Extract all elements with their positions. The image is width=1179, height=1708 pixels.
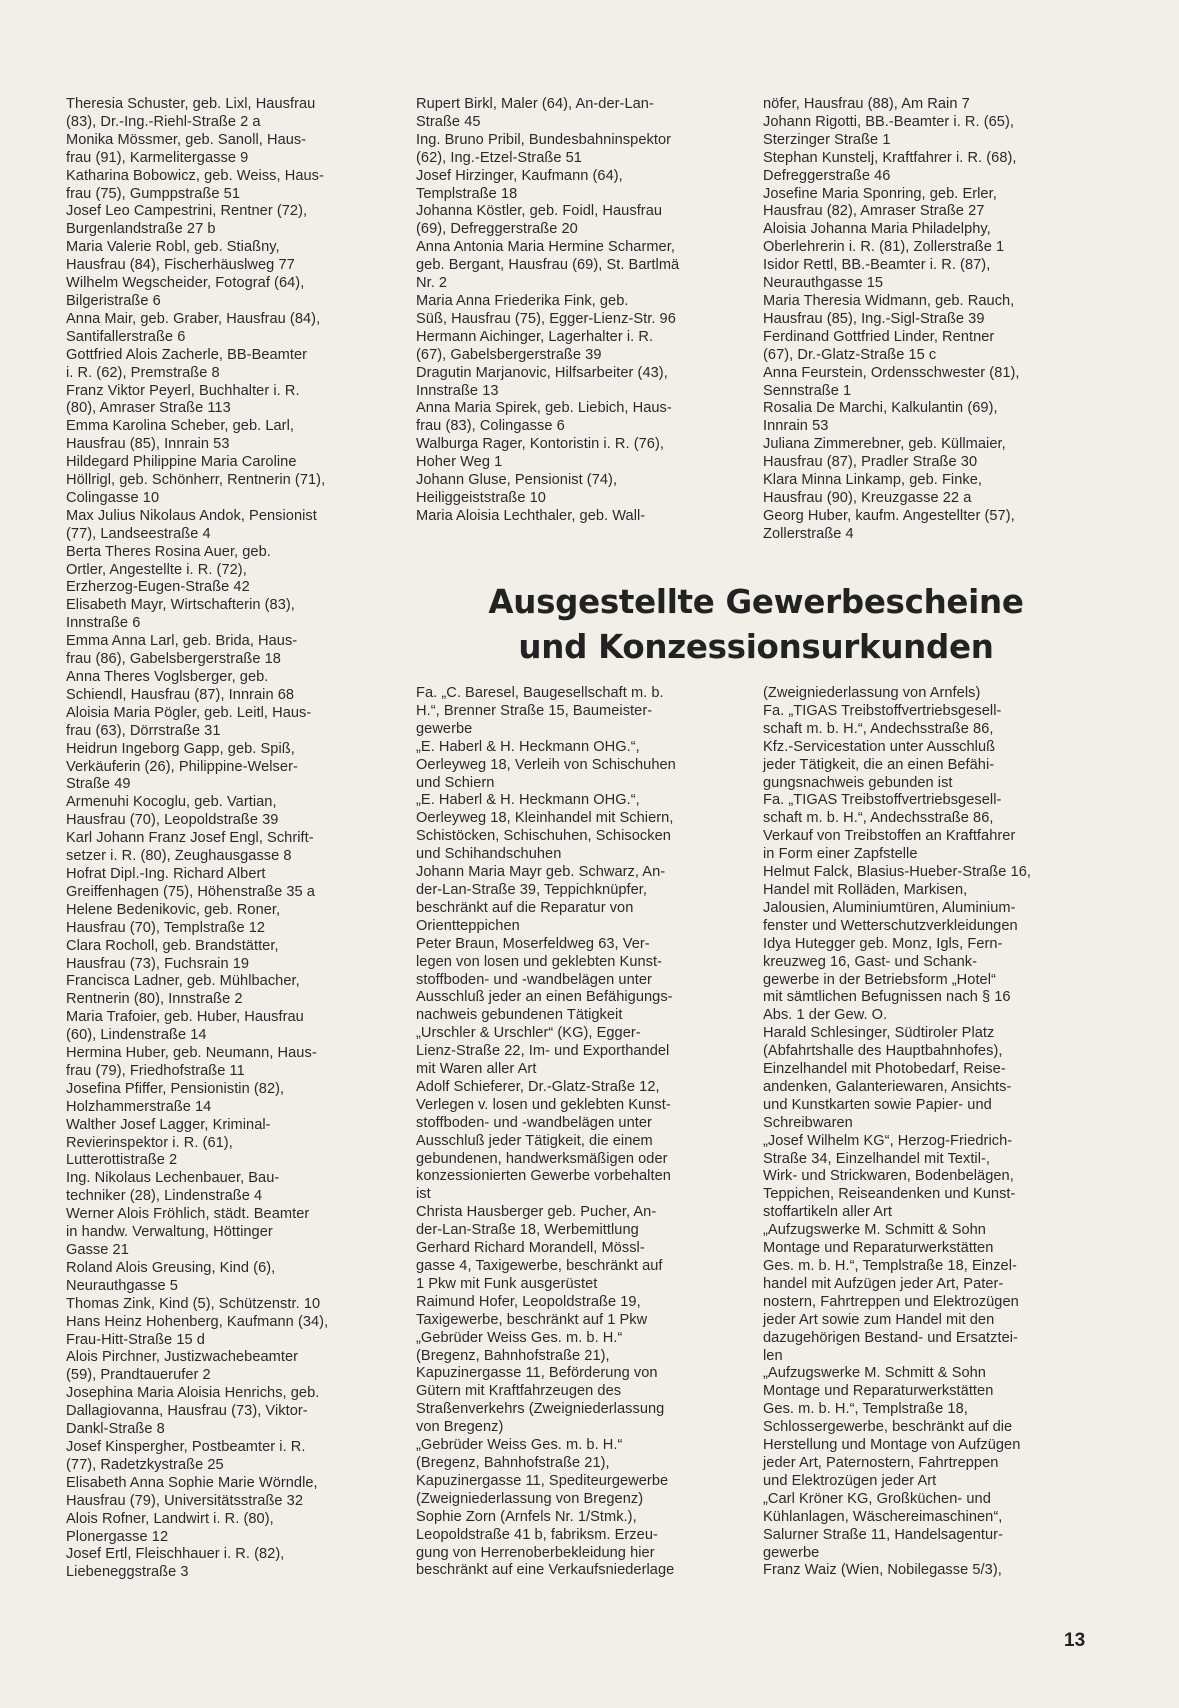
text-line: Liebeneggstraße 3 [66, 1564, 189, 1581]
text-line: Hausfrau (85), Ing.-Sigl-Straße 39 [763, 310, 985, 327]
page-number: 13 [1064, 1630, 1086, 1651]
text-line: Ing. Bruno Pribil, Bundesbahninspektor [416, 131, 672, 148]
text-line: Thomas Zink, Kind (5), Schützenstr. 10 [66, 1295, 321, 1312]
column-obituaries-1 [66, 96, 384, 1582]
text-line: der-Lan-Straße 18, Werbemittlung [416, 1222, 639, 1239]
text-line: Leopoldstraße 41 b, fabriksm. Erzeu- [416, 1526, 658, 1543]
text-line: handel mit Aufzügen jeder Art, Pater- [763, 1275, 1004, 1292]
text-line: stoffboden- und -wandbelägen unter [416, 1114, 652, 1131]
text-line: Neurauthgasse 15 [763, 275, 884, 292]
text-line: Lienz-Straße 22, Im- und Exporthandel [416, 1043, 670, 1060]
text-line: Plonergasse 12 [66, 1528, 169, 1545]
text-line: Einzelhandel mit Photobedarf, Reise- [763, 1061, 1006, 1078]
text-line: stoffboden- und -wandbelägen unter [416, 971, 652, 988]
text-line: Rosalia De Marchi, Kalkulantin (69), [763, 400, 998, 417]
text-line: Peter Braun, Moserfeldweg 63, Ver- [416, 935, 650, 952]
text-line: „Aufzugswerke M. Schmitt & Sohn [763, 1222, 986, 1239]
text-line: ist [416, 1186, 431, 1203]
text-line: Johanna Köstler, geb. Foidl, Hausfrau [416, 203, 663, 220]
text-line: Sophie Zorn (Arnfels Nr. 1/Stmk.), [416, 1508, 637, 1525]
text-line: (67), Gabelsbergerstraße 39 [416, 346, 602, 363]
text-line: (Bregenz, Bahnhofstraße 21), [416, 1347, 610, 1364]
text-line: beschränkt auf eine Verkaufsniederlage [416, 1562, 675, 1579]
text-line: Fa. „TIGAS Treibstoffvertriebsgesell- [763, 702, 1002, 719]
text-line: Ferdinand Gottfried Linder, Rentner [763, 328, 995, 345]
text-line: Wirk- und Strickwaren, Bodenbelägen, [763, 1168, 1014, 1185]
text-line: 1 Pkw mit Funk ausgerüstet [416, 1275, 598, 1292]
text-line: Hausfrau (85), Innrain 53 [66, 436, 230, 453]
text-line: Josef Leo Campestrini, Rentner (72), [66, 203, 308, 220]
text-line: setzer i. R. (80), Zeughausgasse 8 [66, 848, 292, 865]
text-line: Innrain 53 [763, 418, 829, 435]
text-line: frau (79), Friedhofstraße 11 [66, 1062, 245, 1079]
text-line: Hausfrau (70), Templstraße 12 [66, 919, 266, 936]
text-line: Hausfrau (70), Leopoldstraße 39 [66, 812, 279, 829]
text-line: Juliana Zimmerebner, geb. Küllmaier, [763, 436, 1006, 453]
text-line: in Form einer Zapfstelle [763, 846, 918, 863]
section-heading-line-1: Ausgestellte Gewerbescheine [488, 583, 1024, 621]
text-line: frau (91), Karmelitergasse 9 [66, 149, 249, 166]
text-line: Gottfried Alois Zacherle, BB-Beamter [66, 346, 308, 363]
text-line: und Elektrozügen jeder Art [763, 1472, 937, 1489]
text-line: Josefina Pfiffer, Pensionistin (82), [66, 1080, 285, 1097]
column-licenses-1 [416, 685, 736, 1580]
text-line: Sennstraße 1 [763, 382, 852, 399]
text-line: Verkauf von Treibstoffen an Kraftfahrer [763, 828, 1016, 845]
text-line: Rupert Birkl, Maler (64), An-der-Lan- [416, 96, 654, 112]
text-line: „Josef Wilhelm KG“, Herzog-Friedrich- [763, 1132, 1013, 1149]
text-line: Aloisia Johanna Maria Philadelphy, [763, 221, 991, 238]
text-line: Aloisia Maria Pögler, geb. Leitl, Haus- [66, 704, 312, 721]
text-line: Gerhard Richard Morandell, Mössl- [416, 1240, 645, 1257]
text-line: Nr. 2 [416, 275, 448, 292]
text-line: Sterzinger Straße 1 [763, 131, 891, 148]
text-line: Adolf Schieferer, Dr.-Glatz-Straße 12, [416, 1078, 660, 1095]
text-line: (Bregenz, Bahnhofstraße 21), [416, 1454, 610, 1471]
text-line: gewerbe [416, 720, 473, 737]
text-line: Karl Johann Franz Josef Engl, Schrift- [66, 830, 314, 847]
text-line: nostern, Fahrtreppen und Elektrozügen [763, 1293, 1019, 1310]
text-line: Revierinspektor i. R. (61), [66, 1134, 233, 1151]
text-line: Stephan Kunstelj, Kraftfahrer i. R. (68), [763, 149, 1017, 166]
text-line: beschränkt auf die Reparatur von [416, 899, 634, 916]
text-line: frau (86), Gabelsbergerstraße 18 [66, 651, 281, 668]
text-line: Holzhammerstraße 14 [66, 1098, 212, 1115]
text-line: Anna Feurstein, Ordensschwester (81), [763, 364, 1020, 381]
text-line: Johann Gluse, Pensionist (74), [416, 472, 618, 489]
text-line: Handel mit Rolläden, Markisen, [763, 881, 968, 898]
text-line: (67), Dr.-Glatz-Straße 15 c [763, 346, 937, 363]
text-line: Frau-Hitt-Straße 15 d [66, 1331, 205, 1348]
text-line: Alois Rofner, Landwirt i. R. (80), [66, 1510, 274, 1527]
text-line: Josef Kinspergher, Postbeamter i. R. [66, 1438, 306, 1455]
text-line: Schistöcken, Schischuhen, Schisocken [416, 828, 671, 845]
text-line: Hausfrau (73), Fuchsrain 19 [66, 955, 250, 972]
text-line: Walburga Rager, Kontoristin i. R. (76), [416, 436, 664, 453]
text-line: gebundenen, handwerksmäßigen oder [416, 1150, 668, 1167]
text-line: Roland Alois Greusing, Kind (6), [66, 1259, 276, 1276]
text-line: Colingasse 10 [66, 489, 160, 506]
text-line: Oberlehrerin i. R. (81), Zollerstraße 1 [763, 239, 1005, 256]
text-line: der-Lan-Straße 39, Teppichknüpfer, [416, 881, 648, 898]
text-line: kreuzweg 16, Gast- und Schank- [763, 953, 978, 970]
text-line: Franz Waiz (Wien, Nobilegasse 5/3), [763, 1562, 1002, 1579]
text-line: Raimund Hofer, Leopoldstraße 19, [416, 1293, 641, 1310]
text-line: Anna Mair, geb. Graber, Hausfrau (84), [66, 310, 321, 327]
text-line: „Gebrüder Weiss Ges. m. b. H.“ [416, 1329, 623, 1346]
text-line: mit Waren aller Art [416, 1061, 537, 1078]
text-line: Abs. 1 der Gew. O. [763, 1007, 888, 1024]
text-line: Maria Valerie Robl, geb. Stiaßny, [66, 239, 280, 256]
text-line: Greiffenhagen (75), Höhenstraße 35 a [66, 883, 315, 900]
text-line: Elisabeth Mayr, Wirtschafterin (83), [66, 597, 295, 614]
text-line: (80), Amraser Straße 113 [66, 400, 231, 417]
text-line: gasse 4, Taxigewerbe, beschränkt auf [416, 1258, 663, 1274]
text-line: jeder Art, Paternostern, Fahrtreppen [763, 1454, 999, 1471]
text-line: und Schiern [416, 774, 495, 791]
column-obituaries-3 [763, 96, 1093, 544]
text-line: Maria Trafoier, geb. Huber, Hausfrau [66, 1009, 304, 1026]
text-line: Ausschluß jeder an einen Befähigungs- [416, 989, 673, 1006]
text-line: Alois Pirchner, Justizwachebeamter [66, 1349, 299, 1366]
text-line: Josefine Maria Sponring, geb. Erler, [763, 185, 997, 202]
text-line: Isidor Rettl, BB.-Beamter i. R. (87), [763, 257, 991, 274]
text-line: Hans Heinz Hohenberg, Kaufmann (34), [66, 1313, 329, 1330]
text-line: jeder Art sowie zum Handel mit den [763, 1311, 995, 1328]
text-line: schaft m. b. H.“, Andechsstraße 86, [763, 720, 994, 737]
text-line: Straße 34, Einzelhandel mit Textil-, [763, 1150, 991, 1167]
text-line: frau (63), Dörrstraße 31 [66, 722, 221, 739]
text-line: Bilgeristraße 6 [66, 292, 161, 309]
text-line: Kfz.-Servicestation unter Ausschluß [763, 738, 996, 755]
text-line: Clara Rocholl, geb. Brandstätter, [66, 937, 279, 954]
text-line: Schreibwaren [763, 1114, 853, 1131]
text-line: Wilhelm Wegscheider, Fotograf (64), [66, 275, 305, 292]
text-line: in handw. Verwaltung, Höttinger [66, 1224, 273, 1241]
text-line: Anna Antonia Maria Hermine Scharmer, [416, 239, 675, 256]
text-line: Theresia Schuster, geb. Lixl, Hausfrau [66, 96, 316, 112]
text-line: Rentnerin (80), Innstraße 2 [66, 991, 243, 1008]
text-line: (60), Lindenstraße 14 [66, 1027, 207, 1044]
text-line: dazugehörigen Bestand- und Ersatztei- [763, 1329, 1018, 1346]
text-line: gungsnachweis gebunden ist [763, 774, 953, 791]
text-line: Katharina Bobowicz, geb. Weiss, Haus- [66, 167, 324, 184]
text-line: i. R. (62), Premstraße 8 [66, 364, 220, 381]
text-line: Francisca Ladner, geb. Mühlbacher, [66, 973, 300, 990]
text-line: Klara Minna Linkamp, geb. Finke, [763, 472, 982, 489]
text-line: (77), Landseestraße 4 [66, 525, 211, 542]
text-line: frau (75), Gumppstraße 51 [66, 185, 241, 202]
text-line: Innstraße 6 [66, 615, 141, 632]
text-line: frau (83), Colingasse 6 [416, 418, 565, 435]
text-line: Emma Karolina Scheber, geb. Larl, [66, 418, 294, 435]
text-line: Höllrigl, geb. Schönherr, Rentnerin (71), [66, 472, 326, 489]
text-line: Süß, Hausfrau (75), Egger-Lienz-Str. 96 [416, 310, 676, 327]
text-line: Berta Theres Rosina Auer, geb. [66, 543, 271, 560]
column-licenses-2 [763, 685, 1095, 1580]
text-line: Herstellung und Montage von Aufzügen [763, 1437, 1021, 1454]
text-line: Hoher Weg 1 [416, 454, 503, 471]
text-line: Josef Ertl, Fleischhauer i. R. (82), [66, 1546, 285, 1563]
text-line: und Schihandschuhen [416, 846, 562, 863]
text-line: Montage und Reparaturwerkstätten [763, 1240, 994, 1257]
text-line: Maria Theresia Widmann, geb. Rauch, [763, 292, 1015, 309]
text-line: Anna Theres Voglsberger, geb. [66, 669, 269, 685]
text-line: Straße 49 [66, 776, 131, 793]
text-line: „E. Haberl & H. Heckmann OHG.“, [416, 738, 640, 755]
text-line: Idya Hutegger geb. Monz, Igls, Fern- [763, 935, 1003, 952]
text-line: (Zweigniederlassung von Arnfels) [763, 685, 981, 701]
text-line: „Gebrüder Weiss Ges. m. b. H.“ [416, 1437, 623, 1454]
text-line: jeder Tätigkeit, die an einen Befähi- [763, 756, 995, 773]
text-line: geb. Bergant, Hausfrau (69), St. Bartlmä [416, 257, 680, 274]
text-line: Hofrat Dipl.-Ing. Richard Albert [66, 865, 266, 882]
text-line: Ortler, Angestellte i. R. (72), [66, 561, 247, 578]
text-line: Ing. Nikolaus Lechenbauer, Bau- [66, 1170, 280, 1187]
text-line: Verlegen v. losen und geklebten Kunst- [416, 1096, 671, 1113]
text-line: Gasse 21 [66, 1242, 129, 1258]
text-line: Santifallerstraße 6 [66, 328, 186, 345]
text-line: (Zweigniederlassung von Bregenz) [416, 1490, 644, 1507]
text-line: andenken, Galanteriewaren, Ansichts- [763, 1078, 1012, 1095]
text-line: Neurauthgasse 5 [66, 1277, 178, 1294]
text-line: Josef Hirzinger, Kaufmann (64), [416, 167, 623, 184]
text-line: Kühlanlagen, Wäschereimaschinen“, [763, 1508, 1003, 1525]
text-line: len [763, 1347, 783, 1364]
text-line: Orientteppichen [416, 917, 520, 934]
text-line: Verkäuferin (26), Philippine-Welser- [66, 758, 298, 775]
text-line: „Aufzugswerke M. Schmitt & Sohn [763, 1365, 986, 1382]
text-line: Straße 45 [416, 113, 481, 130]
text-line: Johann Rigotti, BB.-Beamter i. R. (65), [763, 113, 1014, 130]
text-line: Zollerstraße 4 [763, 525, 854, 542]
text-line: Hausfrau (79), Universitätsstraße 32 [66, 1492, 304, 1509]
text-line: Christa Hausberger geb. Pucher, An- [416, 1204, 657, 1221]
text-line: Ges. m. b. H.“, Templstraße 18, [763, 1401, 968, 1418]
text-line: schaft m. b. H.“, Andechsstraße 86, [763, 810, 994, 827]
text-line: Ausschluß jeder Tätigkeit, die einem [416, 1132, 653, 1149]
text-line: Harald Schlesinger, Südtiroler Platz [763, 1025, 995, 1042]
text-line: Hausfrau (90), Kreuzgasse 22 a [763, 489, 972, 506]
text-line: (69), Defreggerstraße 20 [416, 221, 578, 238]
text-line: konzessionierten Gewerbe vorbehalten [416, 1168, 671, 1185]
column-obituaries-2 [416, 96, 734, 526]
text-line: Kapuzinergasse 11, Beförderung von [416, 1365, 658, 1382]
text-line: Innstraße 13 [416, 382, 499, 399]
text-line: Fa. „TIGAS Treibstoffvertriebsgesell- [763, 792, 1002, 809]
text-line: Burgenlandstraße 27 b [66, 221, 216, 238]
text-line: Oerleyweg 18, Kleinhandel mit Schiern, [416, 810, 674, 827]
text-line: Templstraße 18 [416, 185, 518, 202]
text-line: (59), Prandtauerufer 2 [66, 1367, 211, 1384]
text-line: gewerbe [763, 1544, 820, 1561]
text-line: techniker (28), Lindenstraße 4 [66, 1188, 263, 1205]
text-line: gewerbe in der Betriebsform „Hotel“ [763, 971, 996, 988]
text-line: Erzherzog-Eugen-Straße 42 [66, 579, 250, 596]
text-line: (83), Dr.-Ing.-Riehl-Straße 2 a [66, 113, 261, 130]
text-line: Anna Maria Spirek, geb. Liebich, Haus- [416, 400, 672, 417]
text-line: Ges. m. b. H.“, Templstraße 18, Einzel- [763, 1258, 1017, 1274]
text-line: Hausfrau (87), Pradler Straße 30 [763, 454, 978, 471]
text-line: Helene Bedenikovic, geb. Roner, [66, 901, 281, 918]
text-line: Jalousien, Aluminiumtüren, Aluminium- [763, 899, 1016, 916]
text-line: Taxigewerbe, beschränkt auf 1 Pkw [416, 1311, 648, 1328]
text-line: gung von Herrenoberbekleidung hier [416, 1544, 655, 1561]
text-line: Hildegard Philippine Maria Caroline [66, 454, 297, 471]
text-line: Hermina Huber, geb. Neumann, Haus- [66, 1045, 317, 1062]
text-line: Walther Josef Lagger, Kriminal- [66, 1116, 271, 1133]
text-line: mit sämtlichen Befugnissen nach § 16 [763, 989, 1011, 1006]
text-line: Lutterottistraße 2 [66, 1152, 178, 1169]
text-line: Straßenverkehrs (Zweigniederlassung [416, 1401, 665, 1418]
text-line: Montage und Reparaturwerkstätten [763, 1383, 994, 1400]
text-line: Salurner Straße 11, Handelsagentur- [763, 1526, 1003, 1543]
text-line: Heiliggeiststraße 10 [416, 489, 546, 506]
text-line: Monika Mössmer, geb. Sanoll, Haus- [66, 131, 307, 148]
text-line: Schiendl, Hausfrau (87), Innrain 68 [66, 686, 295, 703]
text-line: H.“, Brenner Straße 15, Baumeister- [416, 702, 653, 719]
text-line: Schlossergewerbe, beschränkt auf die [763, 1419, 1013, 1436]
text-line: stoffartikeln aller Art [763, 1204, 893, 1221]
text-line: (77), Radetzkystraße 25 [66, 1456, 224, 1473]
text-line: Hausfrau (84), Fischerhäuslweg 77 [66, 257, 295, 274]
section-heading [416, 580, 1096, 670]
text-line: Dankl-Straße 8 [66, 1421, 165, 1438]
text-line: Emma Anna Larl, geb. Brida, Haus- [66, 633, 298, 650]
section-heading-line-2: und Konzessionsurkunden [518, 628, 994, 666]
text-line: „Urschler & Urschler“ (KG), Egger- [416, 1025, 641, 1042]
text-line: „Carl Kröner KG, Großküchen- und [763, 1490, 991, 1507]
text-line: Armenuhi Kocoglu, geb. Vartian, [66, 794, 277, 811]
text-line: Helmut Falck, Blasius-Hueber-Straße 16, [763, 864, 1031, 881]
text-line: Werner Alois Fröhlich, städt. Beamter [66, 1206, 310, 1223]
text-line: Elisabeth Anna Sophie Marie Wörndle, [66, 1474, 318, 1491]
text-line: (Abfahrtshalle des Hauptbahnhofes), [763, 1043, 1003, 1060]
text-line: Fa. „C. Baresel, Baugesellschaft m. b. [416, 685, 664, 701]
text-line: „E. Haberl & H. Heckmann OHG.“, [416, 792, 640, 809]
text-line: Max Julius Nikolaus Andok, Pensionist [66, 507, 317, 524]
text-line: fenster und Wetterschutzverkleidungen [763, 917, 1018, 934]
text-line: Maria Aloisia Lechthaler, geb. Wall- [416, 507, 646, 524]
text-line: Georg Huber, kaufm. Angestellter (57), [763, 507, 1015, 524]
text-line: Teppichen, Reiseandenken und Kunst- [763, 1186, 1016, 1203]
text-line: Defreggerstraße 46 [763, 167, 891, 184]
text-line: Heidrun Ingeborg Gapp, geb. Spiß, [66, 740, 295, 757]
text-line: nachweis gebundenen Tätigkeit [416, 1007, 623, 1024]
text-line: Franz Viktor Peyerl, Buchhalter i. R. [66, 382, 300, 399]
text-line: legen von losen und geklebten Kunst- [416, 953, 663, 970]
text-line: von Bregenz) [416, 1419, 504, 1436]
text-line: und Kunstkarten sowie Papier- und [763, 1096, 992, 1113]
text-line: (62), Ing.-Etzel-Straße 51 [416, 149, 582, 166]
text-line: Dragutin Marjanovic, Hilfsarbeiter (43), [416, 364, 668, 381]
text-line: Oerleyweg 18, Verleih von Schischuhen [416, 756, 676, 773]
text-line: Kapuzinergasse 11, Spediteurgewerbe [416, 1472, 669, 1489]
text-line: Josephina Maria Aloisia Henrichs, geb. [66, 1385, 320, 1402]
text-line: Johann Maria Mayr geb. Schwarz, An- [416, 864, 666, 881]
text-line: Gütern mit Kraftfahrzeugen des [416, 1383, 622, 1400]
text-line: nöfer, Hausfrau (88), Am Rain 7 [763, 96, 970, 112]
text-line: Dallagiovanna, Hausfrau (73), Viktor- [66, 1403, 308, 1420]
text-line: Maria Anna Friederika Fink, geb. [416, 292, 629, 309]
text-line: Hermann Aichinger, Lagerhalter i. R. [416, 328, 654, 345]
text-line: Hausfrau (82), Amraser Straße 27 [763, 203, 985, 220]
